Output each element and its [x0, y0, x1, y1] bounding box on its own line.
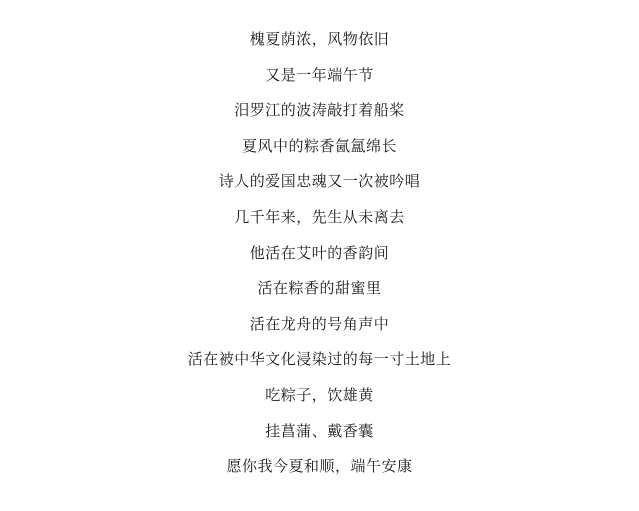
poem-line: 吃粽子，饮雄黄: [265, 386, 374, 404]
poem-line: 又是一年端午节: [265, 66, 374, 84]
poem-line: 挂菖蒲、戴香囊: [265, 422, 374, 440]
poem-line: 诗人的爱国忠魂又一次被吟唱: [218, 173, 421, 191]
poem-line: 汨罗江的波涛敲打着船桨: [234, 102, 405, 120]
poem-line: 活在被中华文化浸染过的每一寸土地上: [187, 351, 452, 369]
poem-line: 夏风中的粽香氤氲绵长: [241, 137, 397, 155]
poem-line: 几千年来，先生从未离去: [234, 208, 405, 226]
poem-line: 槐夏荫浓，风物依旧: [249, 31, 390, 48]
poem-line: 活在粽香的甜蜜里: [257, 280, 382, 298]
poem-line: 活在龙舟的号角声中: [249, 315, 390, 333]
poem-line: 愿你我今夏和顺，端午安康: [226, 458, 413, 476]
poem-line: 他活在艾叶的香韵间: [249, 244, 390, 262]
